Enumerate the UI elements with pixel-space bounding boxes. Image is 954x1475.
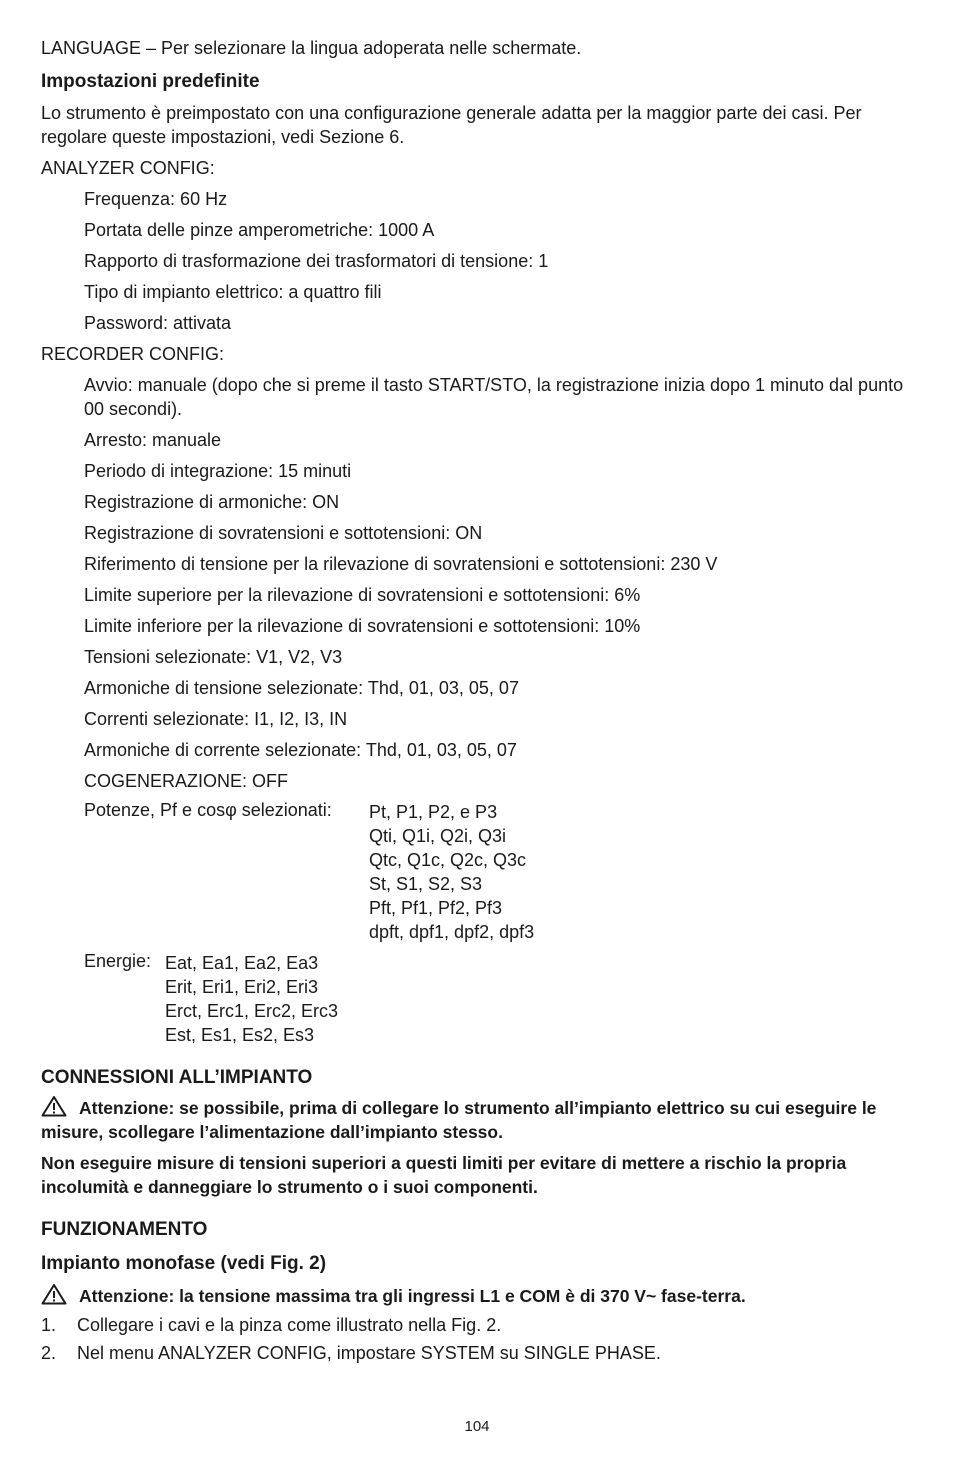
connections-caution: Non eseguire misure di tensioni superiori a questi limiti per evitare di mettere a rischio la propria incolumità e danneggiare lo strumento o i suoi componenti.: [41, 1153, 847, 1197]
step-item: [41, 1343, 921, 1364]
power-selection: [41, 800, 921, 944]
energy-values: [165, 951, 338, 1047]
recorder-item: COGENERAZIONE: OFF: [84, 771, 289, 791]
connections-heading: CONNESSIONI ALL’IMPIANTO: [41, 1067, 313, 1088]
step-item: [41, 1315, 921, 1336]
analyzer-item: Frequenza: 60 Hz: [84, 189, 228, 209]
energy-label: Energie:: [84, 951, 152, 971]
analyzer-item: Tipo di impianto elettrico: a quattro fili: [84, 282, 382, 302]
recorder-item: Armoniche di corrente selezionate: Thd, 01, 03, 05, 07: [84, 740, 517, 760]
warning-triangle-icon: [41, 1283, 67, 1305]
recorder-item: Periodo di integrazione: 15 minuti: [84, 461, 352, 481]
analyzer-config-heading: ANALYZER CONFIG:: [41, 158, 215, 178]
recorder-item: Registrazione di armoniche: ON: [84, 492, 340, 512]
energy-value: Erit, Eri1, Eri2, Eri3: [165, 977, 319, 997]
recorder-item: Correnti selezionate: I1, I2, I3, IN: [84, 709, 348, 729]
power-value: Pt, P1, P2, e P3: [369, 802, 498, 822]
energy-value: Eat, Ea1, Ea2, Ea3: [165, 953, 319, 973]
power-value: Qti, Q1i, Q2i, Q3i: [369, 826, 507, 846]
recorder-item: Limite superiore per la rilevazione di sovratensioni e sottotensioni: 6%: [84, 585, 641, 605]
step-number: 1.: [41, 1315, 57, 1335]
connections-warning-text: Attenzione: se possibile, prima di collegare lo strumento all’impianto elettrico su cui eseguire le misure, scollegare l’alimentazione dall’impianto stesso.: [41, 1098, 877, 1142]
analyzer-item: Portata delle pinze amperometriche: 1000 A: [84, 220, 435, 240]
single-phase-warning-text: Attenzione: la tensione massima tra gli ingressi L1 e COM è di 370 V~ fase-terra.: [79, 1286, 746, 1306]
single-phase-warning: [41, 1283, 921, 1308]
power-value: Qtc, Q1c, Q2c, Q3c: [369, 850, 527, 870]
recorder-item: Tensioni selezionate: V1, V2, V3: [84, 647, 343, 667]
energy-selection: [41, 951, 921, 1047]
recorder-item: Limite inferiore per la rilevazione di sovratensioni e sottotensioni: 10%: [84, 616, 641, 636]
recorder-item: Registrazione di sovratensioni e sottotensioni: ON: [84, 523, 483, 543]
energy-value: Est, Es1, Es2, Es3: [165, 1025, 315, 1045]
defaults-heading: Impostazioni predefinite: [41, 71, 260, 92]
operation-heading: FUNZIONAMENTO: [41, 1219, 208, 1240]
power-values: [369, 800, 534, 944]
recorder-config-heading: RECORDER CONFIG:: [41, 344, 225, 364]
step-text: Nel menu ANALYZER CONFIG, impostare SYSTEM su SINGLE PHASE.: [77, 1343, 661, 1363]
step-number: 2.: [41, 1343, 57, 1363]
document-page: [41, 36, 921, 1371]
recorder-item: Armoniche di tensione selezionate: Thd, 01, 03, 05, 07: [84, 678, 519, 698]
recorder-item: Arresto: manuale: [84, 430, 222, 450]
recorder-item: Avvio: manuale (dopo che si preme il tasto START/STO, la registrazione inizia dopo 1 minuto dal punto 00 secondi).: [84, 375, 904, 419]
connections-warning: [41, 1095, 921, 1144]
recorder-item: Riferimento di tensione per la rilevazione di sovratensioni e sottotensioni: 230 V: [84, 554, 718, 574]
page-number: 104: [464, 1418, 490, 1435]
warning-triangle-icon: [41, 1095, 67, 1117]
analyzer-item: Rapporto di trasformazione dei trasformatori di tensione: 1: [84, 251, 549, 271]
language-description: LANGUAGE – Per selezionare la lingua adoperata nelle schermate.: [41, 38, 582, 58]
defaults-intro: Lo strumento è preimpostato con una configurazione generale adatta per la maggior parte dei casi. Per regolare queste impostazioni, vedi Sezione 6.: [41, 103, 862, 147]
power-value: St, S1, S2, S3: [369, 874, 483, 894]
step-text: Collegare i cavi e la pinza come illustrato nella Fig. 2.: [77, 1315, 502, 1335]
analyzer-item: Password: attivata: [84, 313, 232, 333]
single-phase-heading: Impianto monofase (vedi Fig. 2): [41, 1253, 327, 1274]
power-value: dpft, dpf1, dpf2, dpf3: [369, 922, 535, 942]
power-label: Potenze, Pf e cosφ selezionati:: [84, 800, 332, 820]
energy-value: Erct, Erc1, Erc2, Erc3: [165, 1001, 339, 1021]
power-value: Pft, Pf1, Pf2, Pf3: [369, 898, 503, 918]
